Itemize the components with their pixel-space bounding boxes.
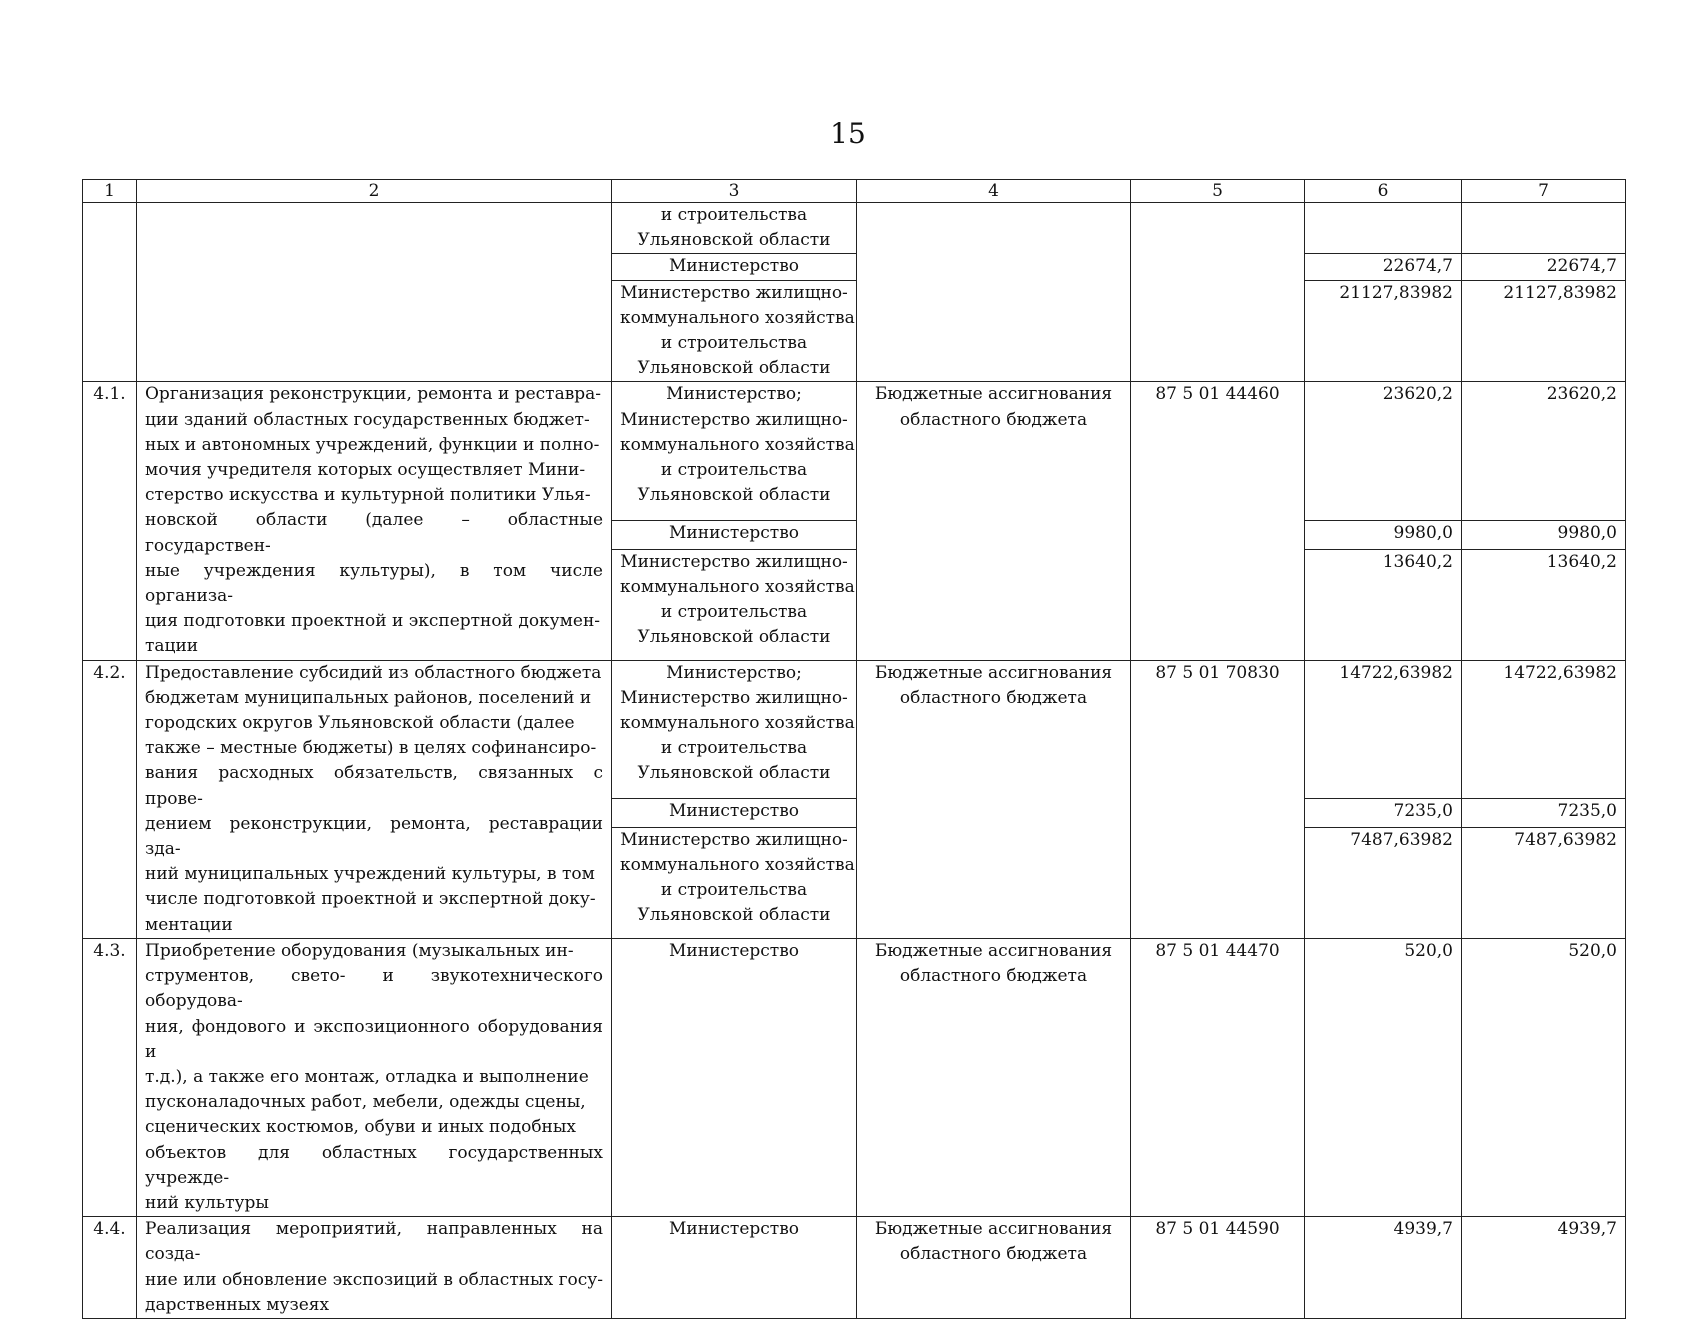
executor-cell: и строительства Ульяновской области (612, 203, 857, 254)
table-row (83, 938, 1626, 1216)
executor-cell: Министерство (612, 799, 857, 828)
header-cell-1: 1 (83, 180, 137, 203)
header-cell-5: 5 (1131, 180, 1305, 203)
col6-cell: 7235,0 (1305, 799, 1462, 828)
budget-code-cell (1131, 203, 1305, 382)
col7-cell: 4939,7 (1462, 1217, 1626, 1319)
col6-cell: 9980,0 (1305, 520, 1462, 549)
col7-cell (1462, 203, 1626, 254)
row-description: Предоставление субсидий из областного бюджета бюджетам муниципальных районов, поселений и городских округов Ульяновской области (далее также – местные бюджеты) в целях софинансиро- вания расходных обязательств, связанных с прове- дением реконструкции, ремонта, реставрации зда- ний муниципальных учреждений культуры, в том числе подготовкой проектной и экспертной доку- ментации (137, 660, 612, 938)
row-number (83, 203, 137, 382)
table-header-row (83, 180, 1626, 203)
row-description: Реализация мероприятий, направленных на созда- ние или обновление экспозиций в областных госу- дарственных музеях (137, 1217, 612, 1319)
table-row (83, 203, 1626, 254)
col7-cell: 520,0 (1462, 938, 1626, 1216)
col7-cell: 7487,63982 (1462, 827, 1626, 938)
col7-cell: 22674,7 (1462, 254, 1626, 280)
col6-cell: 520,0 (1305, 938, 1462, 1216)
executor-cell: Министерство (612, 520, 857, 549)
col6-cell: 14722,63982 (1305, 660, 1462, 799)
funding-source-cell: Бюджетные ассигнования областного бюджета (857, 660, 1131, 938)
header-cell-7: 7 (1462, 180, 1626, 203)
table-row (83, 1217, 1626, 1319)
executor-cell: Министерство (612, 938, 857, 1216)
funding-source-cell (857, 203, 1131, 382)
budget-code-cell: 87 5 01 70830 (1131, 660, 1305, 938)
col7-cell: 23620,2 (1462, 382, 1626, 521)
executor-cell: Министерство жилищно- коммунального хозяйства и строительства Ульяновской области (612, 827, 857, 938)
budget-code-cell: 87 5 01 44590 (1131, 1217, 1305, 1319)
funding-source-cell: Бюджетные ассигнования областного бюджета (857, 382, 1131, 660)
funding-source-cell: Бюджетные ассигнования областного бюджета (857, 1217, 1131, 1319)
table-row (83, 660, 1626, 799)
col6-cell: 22674,7 (1305, 254, 1462, 280)
executor-cell: Министерство жилищно- коммунального хозяйства и строительства Ульяновской области (612, 280, 857, 382)
executor-cell: Министерство (612, 1217, 857, 1319)
funding-source-cell: Бюджетные ассигнования областного бюджета (857, 938, 1131, 1216)
col7-cell: 13640,2 (1462, 549, 1626, 660)
row-number: 4.3. (83, 938, 137, 1216)
col6-cell: 21127,83982 (1305, 280, 1462, 382)
col6-cell: 4939,7 (1305, 1217, 1462, 1319)
row-number: 4.1. (83, 382, 137, 660)
row-number: 4.2. (83, 660, 137, 938)
row-description: Приобретение оборудования (музыкальных ин- струментов, свето- и звукотехнического оборудова- ния, фондового и экспозиционного оборудования и т.д.), а также его монтаж, отладка и выполнение пусконаладочных работ, мебели, одежды сцены, сценических костюмов, обуви и иных подобных объектов для областных государственных учрежде- ний культуры (137, 938, 612, 1216)
table-row (83, 382, 1626, 521)
col7-cell: 14722,63982 (1462, 660, 1626, 799)
executor-cell: Министерство жилищно- коммунального хозяйства и строительства Ульяновской области (612, 549, 857, 660)
header-cell-4: 4 (857, 180, 1131, 203)
row-description (137, 203, 612, 382)
executor-cell: Министерство (612, 254, 857, 280)
budget-code-cell: 87 5 01 44470 (1131, 938, 1305, 1216)
col7-cell: 21127,83982 (1462, 280, 1626, 382)
col6-cell: 13640,2 (1305, 549, 1462, 660)
budget-table (82, 179, 1626, 1319)
col6-cell: 23620,2 (1305, 382, 1462, 521)
row-description: Организация реконструкции, ремонта и реставра- ции зданий областных государственных бюджет- ных и автономных учреждений, функции и полно- мочия учредителя которых осуществляет Мини- стерство искусства и культурной политики Улья- новской области (далее – областные государствен- ные учреждения культуры), в том числе организа- ция подготовки проектной и экспертной докумен- тации (137, 382, 612, 660)
page-number: 15 (830, 117, 866, 150)
executor-cell: Министерство; Министерство жилищно- коммунального хозяйства и строительства Ульяновской области (612, 660, 857, 799)
col7-cell: 7235,0 (1462, 799, 1626, 828)
budget-code-cell: 87 5 01 44460 (1131, 382, 1305, 660)
col6-cell: 7487,63982 (1305, 827, 1462, 938)
col7-cell: 9980,0 (1462, 520, 1626, 549)
col6-cell (1305, 203, 1462, 254)
header-cell-2: 2 (137, 180, 612, 203)
row-number: 4.4. (83, 1217, 137, 1319)
header-cell-6: 6 (1305, 180, 1462, 203)
executor-cell: Министерство; Министерство жилищно- коммунального хозяйства и строительства Ульяновской области (612, 382, 857, 521)
header-cell-3: 3 (612, 180, 857, 203)
